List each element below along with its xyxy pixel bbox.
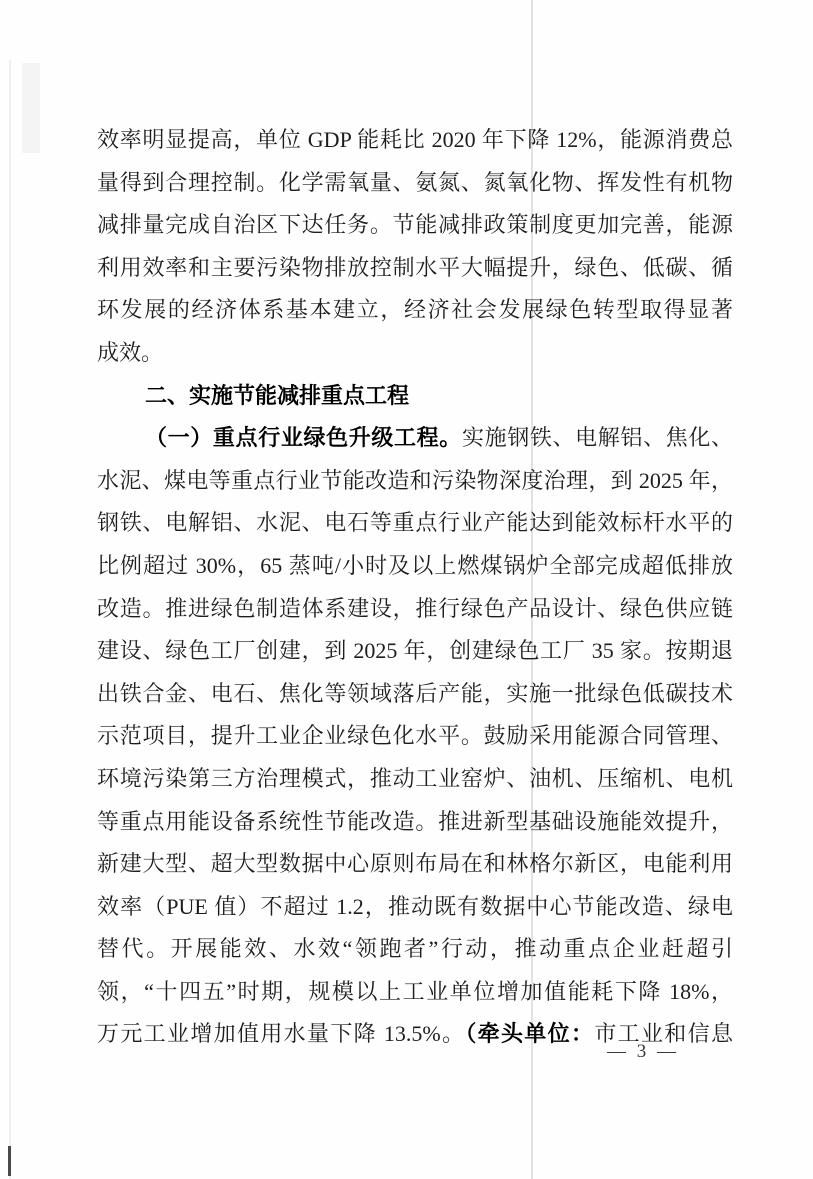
text-line	[97, 204, 733, 247]
text-line	[97, 162, 733, 205]
text-line	[97, 630, 733, 673]
text-line	[97, 843, 733, 886]
document-body-text	[97, 119, 733, 1056]
text-line	[97, 673, 733, 716]
text-segment: 成效。	[97, 339, 164, 365]
text-segment: 钢铁、电解铝、水泥、电石等重点行业产能达到能效标杆水平的	[97, 510, 733, 536]
scan-smudge	[22, 63, 40, 153]
text-line	[97, 332, 733, 375]
text-line	[97, 545, 733, 588]
text-segment: 利用效率和主要污染物排放控制水平大幅提升，绿色、低碳、循	[97, 254, 733, 280]
scan-artifact-bottom-mark	[8, 1146, 11, 1176]
text-segment: 实施钢铁、电解铝、焦化、	[461, 425, 733, 451]
text-segment: 比例超过 30%，65 蒸吨/小时及以上燃煤锅炉全部完成超低排放	[97, 552, 733, 578]
text-segment: 新建大型、超大型数据中心原则布局在和林格尔新区，电能利用	[97, 851, 733, 877]
text-segment: 环发展的经济体系基本建立，经济社会发展绿色转型取得显著	[97, 297, 733, 323]
text-line	[97, 289, 733, 332]
page-number: — 3 —	[607, 1041, 679, 1062]
text-segment: 领，“十四五”时期，规模以上工业单位增加值能耗下降 18%，	[97, 978, 733, 1004]
text-line	[97, 801, 733, 844]
bold-text-segment: 二、实施节能减排重点工程	[145, 382, 410, 408]
scan-artifact-left-edge-line	[9, 60, 11, 1179]
text-line	[97, 588, 733, 631]
text-segment: 万元工业增加值用水量下降 13.5%。	[97, 1021, 466, 1047]
text-segment: 建设、绿色工厂创建，到 2025 年，创建绿色工厂 35 家。按期退	[97, 638, 733, 664]
text-segment: 减排量完成自治区下达任务。节能减排政策制度更加完善，能源	[97, 212, 733, 238]
text-segment: 出铁合金、电石、焦化等领域落后产能，实施一批绿色低碳技术	[97, 680, 733, 706]
text-line	[97, 119, 733, 162]
text-segment: 效率明显提高，单位 GDP 能耗比 2020 年下降 12%，能源消费总	[97, 127, 733, 152]
text-segment: 市工业和信息	[594, 1021, 733, 1047]
bold-text-segment: （牵头单位：	[465, 1021, 595, 1047]
text-segment: 等重点用能设备系统性节能改造。推进新型基础设施能效提升，	[97, 808, 733, 834]
text-line	[97, 758, 733, 801]
text-line	[97, 715, 733, 758]
bold-text-segment: （一）重点行业绿色升级工程。	[145, 425, 462, 451]
text-line	[97, 886, 733, 929]
text-line	[97, 460, 733, 503]
text-segment: 量得到合理控制。化学需氧量、氨氮、氮氧化物、挥发性有机物	[97, 169, 733, 195]
text-line	[97, 928, 733, 971]
text-line	[97, 971, 733, 1014]
text-segment: 环境污染第三方治理模式，推动工业窑炉、油机、压缩机、电机	[97, 765, 733, 791]
text-segment: 改造。推进绿色制造体系建设，推行绿色产品设计、绿色供应链	[97, 595, 733, 621]
text-segment: 替代。开展能效、水效“领跑者”行动，推动重点企业赶超引	[97, 936, 733, 962]
text-line	[97, 247, 733, 290]
text-segment: 水泥、煤电等重点行业节能改造和污染物深度治理，到 2025 年，	[97, 467, 733, 493]
text-line	[97, 375, 733, 418]
text-line	[97, 502, 733, 545]
text-segment: 效率（PUE 值）不超过 1.2，推动既有数据中心节能改造、绿电	[97, 893, 733, 919]
text-line	[97, 417, 733, 460]
text-segment: 示范项目，提升工业企业绿色化水平。鼓励采用能源合同管理、	[97, 723, 733, 749]
